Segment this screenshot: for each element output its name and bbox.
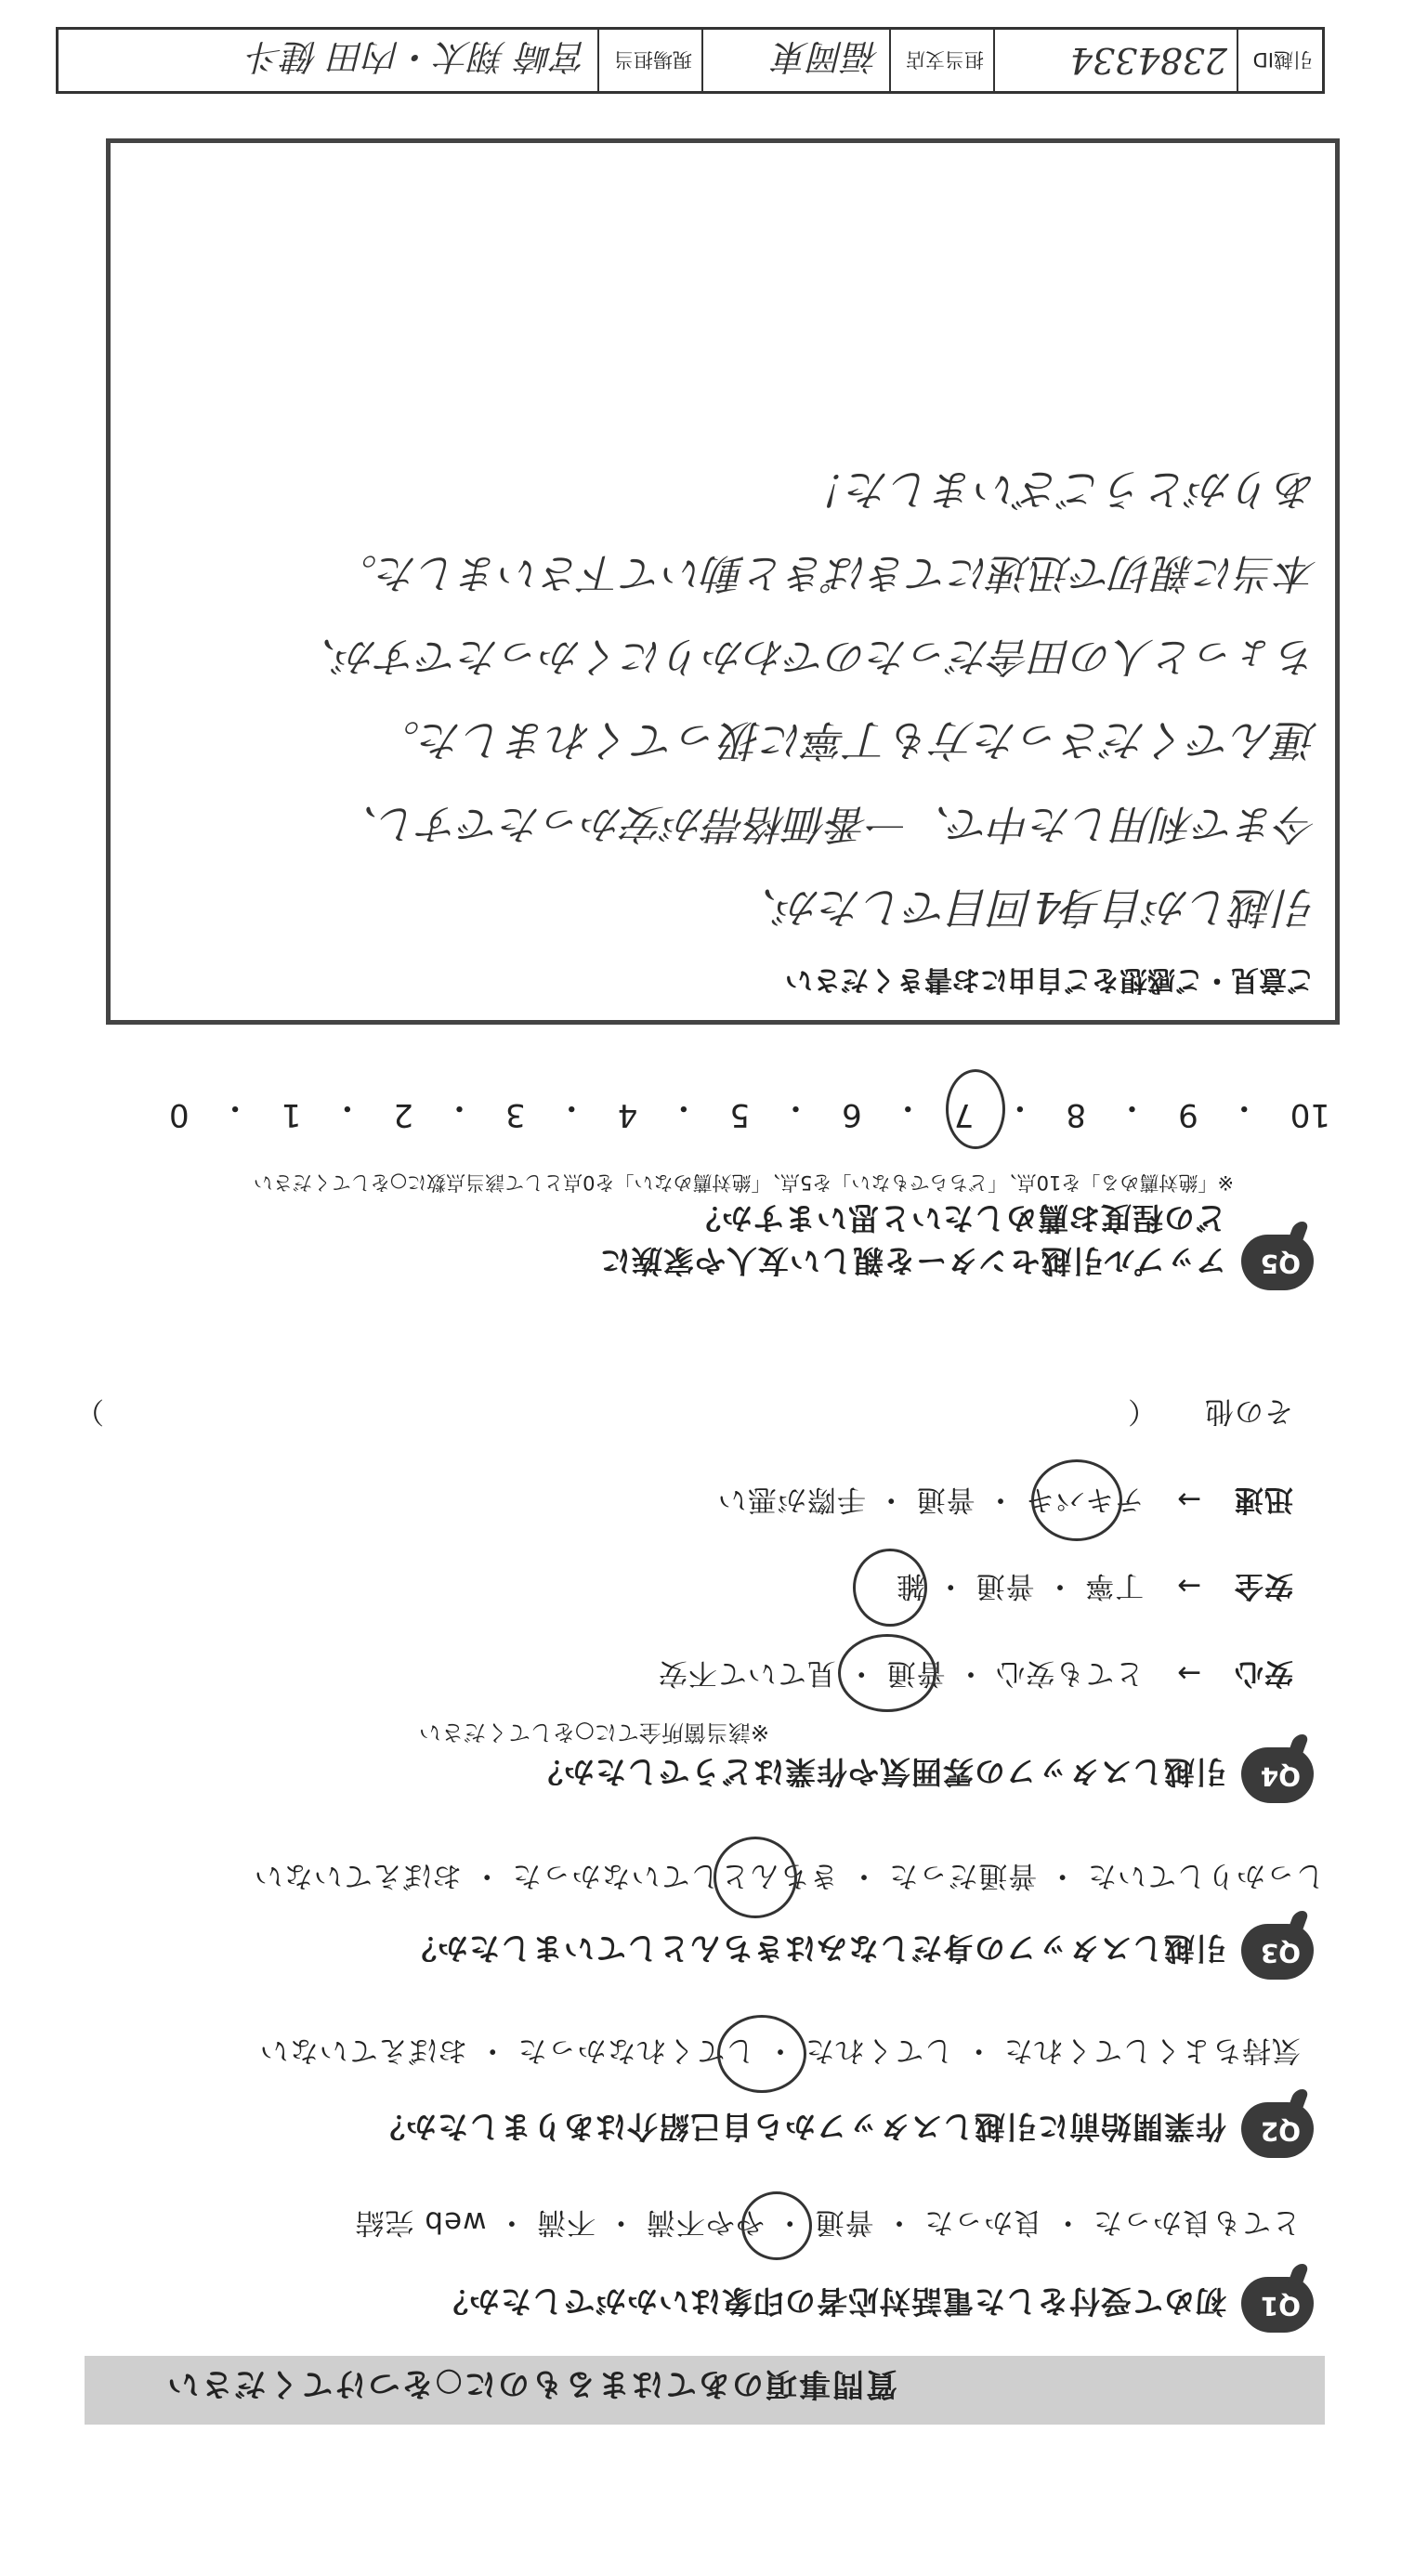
score-sep: ・ — [779, 1089, 812, 1126]
q2-options[interactable]: 気持ちよくしてくれた ・ してくれた ・ してくれなかった ・ おぼえていない — [258, 2033, 1301, 2067]
q4-row-anshin-options: とても安心 ・ 普通 ・ 見ていて不安 — [657, 1656, 1145, 1690]
q4-anshin-answer-circle — [838, 1634, 936, 1712]
q3-question-text: 引越しスタッフの身だしなみはきちんとしていましたか？ — [405, 1930, 1226, 1967]
score-5[interactable]: 5 — [729, 1096, 751, 1133]
q5-badge-icon — [1241, 1225, 1314, 1290]
q3-badge-icon — [1241, 1915, 1314, 1980]
handwritten-line-4: ちょっと人の田舎だったのでわかりにくかったですが、 — [295, 633, 1317, 680]
q5-answer-circle — [946, 1069, 1005, 1149]
handwritten-line-3: 運んでくださった方も丁寧に扱ってくれました。 — [377, 715, 1317, 765]
instruction-bar — [85, 2356, 1325, 2425]
q2-number: Q2 — [1260, 2116, 1301, 2147]
score-sep: ・ — [892, 1089, 924, 1126]
branch-value: 福岡東 — [701, 30, 889, 91]
score-1[interactable]: 1 — [281, 1096, 302, 1133]
q5-score-scale[interactable] — [169, 1088, 1330, 1133]
q4-row-anzen-label: 安全 — [1234, 1569, 1293, 1602]
q4-other-label: その他 — [1204, 1394, 1293, 1428]
q4-jinsoku-answer-circle — [1031, 1459, 1122, 1541]
score-sep: ・ — [667, 1089, 700, 1126]
q4-note: ※該当箇所全てに○をしてください — [418, 1720, 769, 1746]
q2-question-text: 作業開始前に引越しスタッフから自己紹介はありましたか？ — [373, 2109, 1226, 2145]
q4-row-jinsoku-label: 迅速 — [1234, 1483, 1293, 1516]
q2-badge-icon — [1241, 2093, 1314, 2158]
q4-row-jinsoku[interactable] — [717, 1482, 1293, 1523]
staff-value: 宮崎 翔太・内田 健斗 — [247, 36, 588, 78]
q2-answer-circle — [717, 2015, 806, 2093]
q4-row-anshin-arrow: → — [1176, 1656, 1202, 1690]
q5-question-line2: どの程度お薦めしたいと思いますか？ — [689, 1200, 1226, 1236]
q4-row-anzen[interactable] — [896, 1568, 1293, 1610]
score-4[interactable]: 4 — [617, 1096, 638, 1133]
score-10[interactable]: 10 — [1290, 1096, 1330, 1133]
score-8[interactable]: 8 — [1066, 1096, 1087, 1133]
score-7[interactable]: 7 — [953, 1096, 975, 1133]
q4-row-jinsoku-options: テキパキ ・ 普通 ・ 手際が悪い — [716, 1483, 1145, 1516]
score-sep: ・ — [1003, 1089, 1036, 1126]
score-9[interactable]: 9 — [1178, 1096, 1198, 1133]
score-2[interactable]: 2 — [393, 1096, 413, 1133]
q4-row-jinsoku-arrow: → — [1176, 1483, 1202, 1516]
q3-number: Q3 — [1260, 1938, 1301, 1968]
q1-answer-circle — [741, 2191, 812, 2260]
instruction-text: 質問事項のあてはまるものに○をつけてください — [165, 2365, 897, 2402]
score-sep: ・ — [219, 1089, 252, 1126]
score-6[interactable]: 6 — [842, 1096, 862, 1133]
handwritten-line-1: 引越しが自身4回目でしたが、 — [734, 883, 1317, 933]
score-sep: ・ — [443, 1089, 476, 1126]
score-sep: ・ — [331, 1089, 363, 1126]
handwritten-line-5: 本当に親切で迅速にてきぱきと動いて下さいました。 — [336, 549, 1317, 596]
q1-badge-icon — [1241, 2268, 1314, 2333]
q4-row-anzen-arrow: → — [1176, 1569, 1202, 1602]
q4-badge-icon — [1241, 1738, 1314, 1803]
handwritten-line-6: ありがとうございました！ — [805, 464, 1317, 515]
q4-question-text: 引越しスタッフの雰囲気や作業はどうでしたか？ — [531, 1754, 1226, 1790]
score-sep: ・ — [556, 1089, 588, 1126]
move-id-label: 引越ID — [1237, 30, 1322, 91]
q4-other-open: （ — [1127, 1394, 1158, 1428]
q4-anzen-answer-circle — [853, 1549, 927, 1627]
score-3[interactable]: 3 — [505, 1096, 526, 1133]
score-sep: ・ — [1228, 1089, 1261, 1126]
q1-question-text: 初めて受付をした電話対応者の印象はいかがでしたか？ — [437, 2283, 1226, 2320]
free-comment-title: ご意見・ご感想をご自由にお書きください — [785, 963, 1315, 996]
score-sep: ・ — [1116, 1089, 1148, 1126]
q3-options[interactable]: しっかりしていた ・ 普通だった ・ きちんとしていなかった ・ おぼえていない — [253, 1859, 1325, 1892]
score-0[interactable]: 0 — [169, 1096, 190, 1133]
q1-options[interactable]: とても良かった ・ 良かった ・ 普通 ・ やや不満 ・ 不満 ・ web 完結 — [354, 2205, 1301, 2239]
branch-label: 担当支店 — [889, 30, 993, 91]
move-id-value: 2384334 — [993, 30, 1237, 91]
q4-row-anshin[interactable] — [658, 1655, 1293, 1697]
q5-number: Q5 — [1260, 1249, 1301, 1279]
q3-answer-circle — [714, 1837, 797, 1918]
handwritten-line-2: 今まで利用した中で、一番価格帯が安かったですし、 — [336, 800, 1317, 847]
q4-other[interactable] — [74, 1393, 1293, 1435]
q5-question-line1: アップル引越センターを親しい友人や家族に — [598, 1243, 1226, 1279]
staff-label: 現場担当 — [597, 30, 701, 91]
q1-number: Q1 — [1260, 2291, 1301, 2321]
q4-number: Q4 — [1260, 1761, 1301, 1792]
q4-row-anzen-options: 丁寧 ・ 普通 ・ 雑 — [895, 1569, 1145, 1602]
q4-other-close: ） — [74, 1394, 104, 1428]
footer-info-table — [56, 27, 1325, 94]
q5-note: ※「絶対薦める」を10点、「どちらでもない」を5点、「絶対薦めない」を0点として該当点数に○をしてください — [253, 1171, 1234, 1194]
q4-row-anshin-label: 安心 — [1234, 1656, 1293, 1690]
